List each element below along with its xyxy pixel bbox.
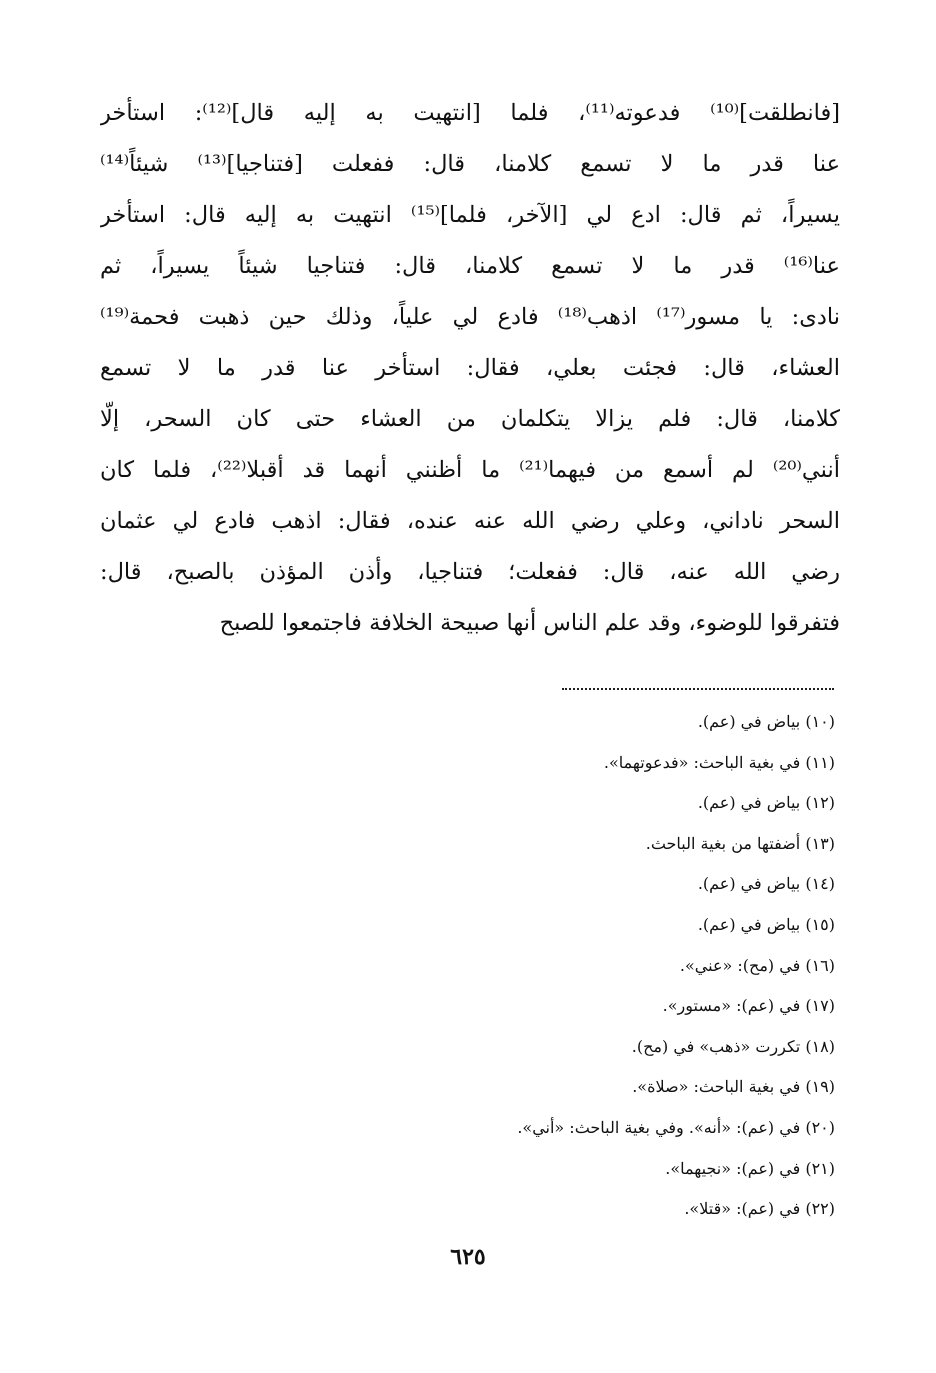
footnote: (٢٢) في (عم): «قتلا». — [684, 1199, 835, 1219]
text-line: رضي الله عنه، قال: ففعلت؛ فتناجيا، وأذن المؤذن بالصبح، قال: — [100, 559, 840, 585]
footnotes-block — [300, 702, 835, 1230]
text-line: عنا قدر ما لا تسمع كلامنا، قال: ففعلت [فتناجيا]⁽¹³⁾ شيئاً⁽¹⁴⁾ — [100, 151, 840, 177]
text-line: [فانطلقت]⁽¹⁰⁾ فدعوته⁽¹¹⁾، فلما [انتهيت به إليه قال]⁽¹²⁾: استأخر — [100, 100, 840, 126]
main-text-block — [100, 88, 840, 649]
footnote: (١٤) بياض في (عم). — [697, 874, 835, 894]
footnote: (١٧) في (عم): «مستور». — [662, 996, 835, 1016]
text-line: فتفرقوا للوضوء، وقد علم الناس أنها صبيحة الخلافة فاجتمعوا للصبح — [219, 610, 840, 636]
text-line: نادى: يا مسور⁽¹⁷⁾ اذهب⁽¹⁸⁾ فادع لي علياً، وذلك حين ذهبت فحمة⁽¹⁹⁾ — [100, 304, 840, 330]
footnote: (١٩) في بغية الباحث: «صلاة». — [632, 1077, 835, 1097]
footnote: (١٠) بياض في (عم). — [697, 712, 835, 731]
text-line: عنا⁽¹⁶⁾ قدر ما لا تسمع كلامنا، قال: فتناجيا شيئاً يسيراً، ثم — [100, 253, 840, 279]
text-line: كلامنا، قال: فلم يزالا يتكلمان من العشاء حتى كان السحر، إلّا — [100, 406, 840, 432]
footnote-separator — [562, 678, 834, 690]
text-line: أنني⁽²⁰⁾ لم أسمع من فيهما⁽²¹⁾ ما أظنني أنهما قد أقبلا⁽²²⁾، فلما كان — [100, 457, 840, 483]
footnote: (١٥) بياض في (عم). — [697, 914, 835, 934]
text-line: العشاء، قال: فجئت بعلي، فقال: استأخر عنا قدر ما لا تسمع — [100, 355, 840, 381]
footnote: (١٣) أضفتها من بغية الباحث. — [645, 833, 835, 853]
footnote: (٢١) في (عم): «نجيهما». — [665, 1158, 835, 1178]
footnote: (١٨) تكررت «ذهب» في (مح). — [631, 1036, 835, 1056]
text-line: السحر ناداني، وعلي رضي الله عنه عنده، فقال: اذهب فادع لي عثمان — [100, 508, 840, 534]
page-number: ٦٢٥ — [450, 1244, 486, 1270]
footnote: (١٦) في (مح): «عني». — [679, 955, 835, 975]
footnote: (١١) في بغية الباحث: «فدعوتهما». — [603, 752, 835, 772]
footnote: (١٢) بياض في (عم). — [697, 793, 835, 813]
text-line: يسيراً، ثم قال: ادع لي [الآخر، فلما]⁽¹⁵⁾ انتهيت به إليه قال: استأخر — [100, 202, 840, 228]
footnote: (٢٠) في (عم): «أنه». وفي بغية الباحث: «أني». — [517, 1117, 835, 1137]
